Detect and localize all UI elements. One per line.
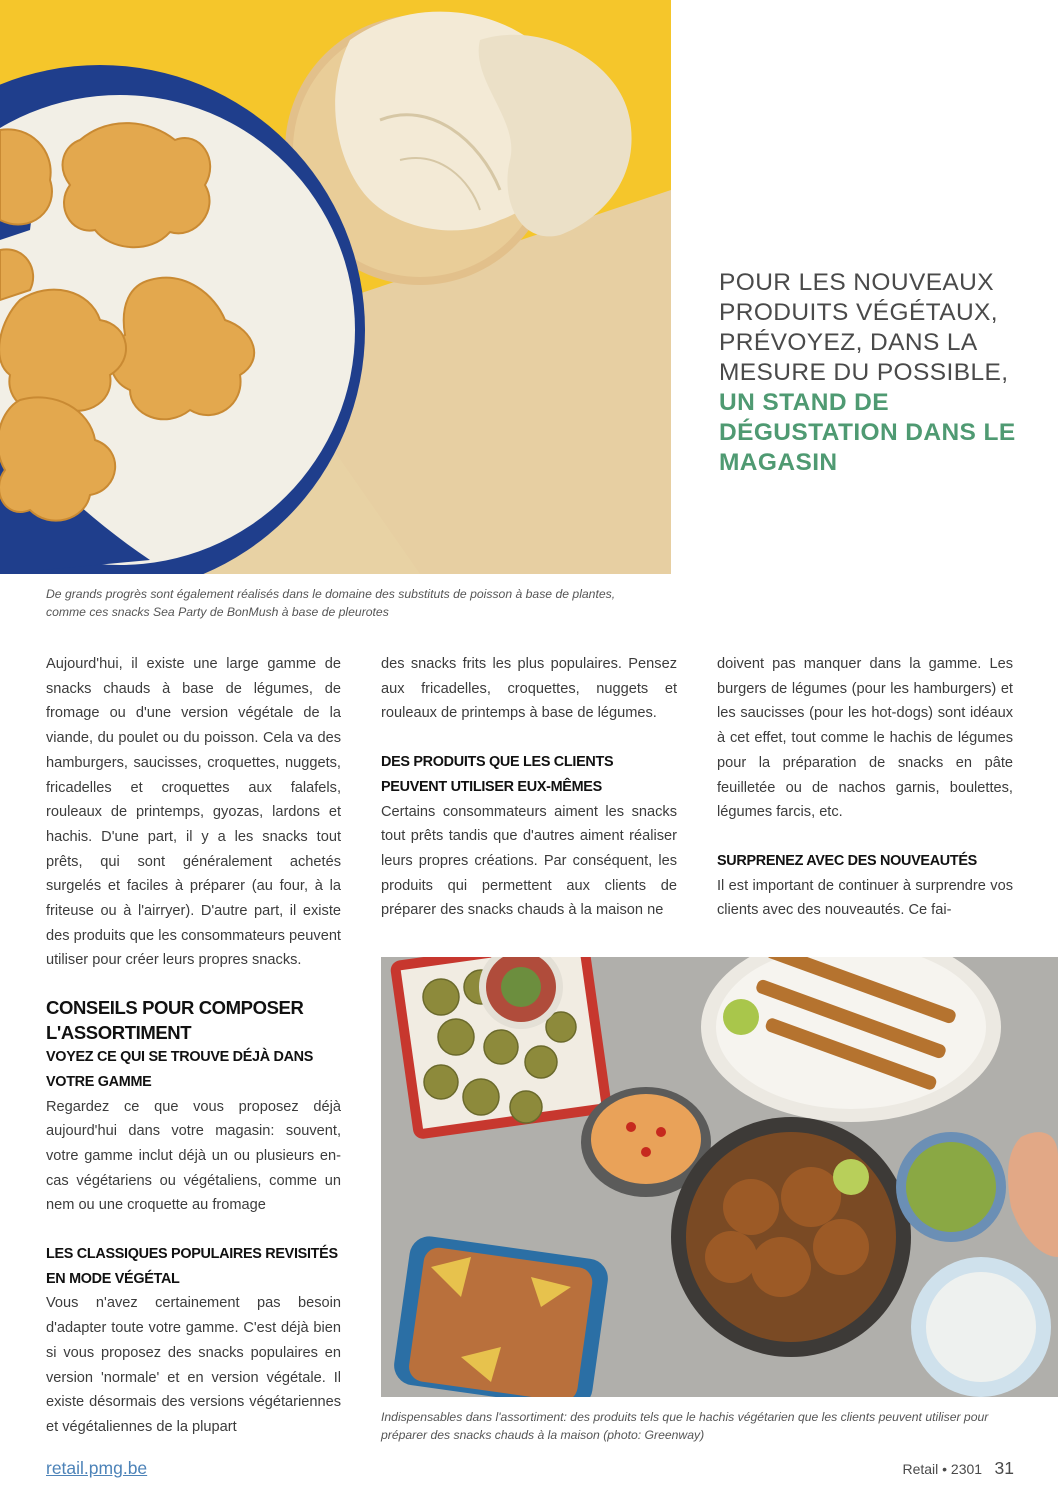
subheading-classics: LES CLASSIQUES POPULAIRES REVISITÉS EN MODE VÉGÉTAL [46,1246,338,1287]
spacer [717,825,1013,849]
article-column-3 [717,652,1013,923]
subheading-diy-products: DES PRODUITS QUE LES CLIENTS PEUVENT UTILISER EUX-MÊMES [381,754,614,795]
page-number: 31 [994,1458,1014,1478]
paragraph-diy-products: Certains consommateurs aiment les snacks tout prêts tandis que d'autres aiment réaliser leurs propres créations. Par conséquent, les produits qui permettent aux clients de préparer des snacks chauds à la maison ne [381,803,677,919]
pull-quote [719,268,1039,478]
article-column-2 [381,652,677,923]
article-column-1 [46,652,341,1440]
spacer [46,973,341,995]
subheading-existing-range: VOYEZ CE QUI SE TROUVE DÉJÀ DANS VOTRE GAMME [46,1049,314,1090]
spacer [381,726,677,750]
subheading-novelties: SURPRENEZ AVEC DES NOUVEAUTÉS [717,852,977,869]
intro-paragraph: Aujourd'hui, il existe une large gamme de snacks chauds à base de légumes, de fromage ou d'une version végétale de la viande, du poulet ou du poisson. Cela va des hamburgers, saucisses, croquettes, nuggets, fricadelles et croquettes aux falafels, rouleaux de printemps, gyozas, lardons et hachis. D'une part, il y a les snacks tout prêts, qui sont généralement achetés surgelés et faciles à préparer (au four, à la friteuse ou à l'airryer). D'autre part, il existe des produits que les consommateurs peuvent utiliser pour créer leurs propres snacks. [46,656,341,969]
photo-fish-snacks-illustration [0,0,671,574]
paragraph-existing-range: Regardez ce que vous proposez déjà aujourd'hui dans votre magasin: souvent, votre gamme inclut déjà un ou plusieurs en-cas végétariens ou végétaliens, comme un nem ou une croquette au fromage [46,1098,341,1214]
footer-page-info [902,1458,1014,1479]
paragraph-classics: Vous n'avez certainement pas besoin d'adapter toute votre gamme. C'est déjà bien si vous proposez des snacks populaires en version 'normale' et en version végétale. Il existe désormais des versions végétariennes et végétaliennes de la plupart [46,1295,341,1435]
paragraph-novelties: Il est important de continuer à surprendre vos clients avec des nouveautés. Ce fai- [717,877,1013,919]
photo-caption-bottom: Indispensables dans l'assortiment: des produits tels que le hachis végétarien que les clients peuvent utiliser pour préparer des snacks chauds à la maison (photo: Greenway) [381,1410,989,1442]
paragraph-fried-snacks: des snacks frits les plus populaires. Pensez aux fricadelles, croquettes, nuggets et rouleaux de printemps à base de légumes. [381,656,677,722]
magazine-issue: Retail • 2301 [902,1461,983,1477]
section-heading: CONSEILS POUR COMPOSER L'ASSORTIMENT [46,997,304,1044]
pull-quote-highlight: UN STAND DE DÉGUSTATION DANS LE MAGASIN [719,389,1016,476]
pull-quote-text: POUR LES NOUVEAUX PRODUITS VÉGÉTAUX, PRÉVOYEZ, DANS LA MESURE DU POSSIBLE, [719,269,1009,386]
spacer [46,1218,341,1242]
photo-snack-spread [381,957,1058,1397]
photo-fish-snacks [0,0,671,574]
photo-caption-top: De grands progrès sont également réalisés dans le domaine des substituts de poisson à base de plantes, comme ces snacks Sea Party de BonMush à base de pleurotes [46,587,616,619]
photo-snack-spread-illustration [381,957,1058,1397]
paragraph-burgers: doivent pas manquer dans la gamme. Les burgers de légumes (pour les hamburgers) et les saucisses (pour les hot-dogs) sont idéaux à cet effet, tout comme le hachis de légumes pour la préparation de snacks en pâte feuilletée ou de nachos garnis, boulettes, légumes farcis, etc. [717,656,1013,821]
footer-website-link[interactable]: retail.pmg.be [46,1458,148,1478]
